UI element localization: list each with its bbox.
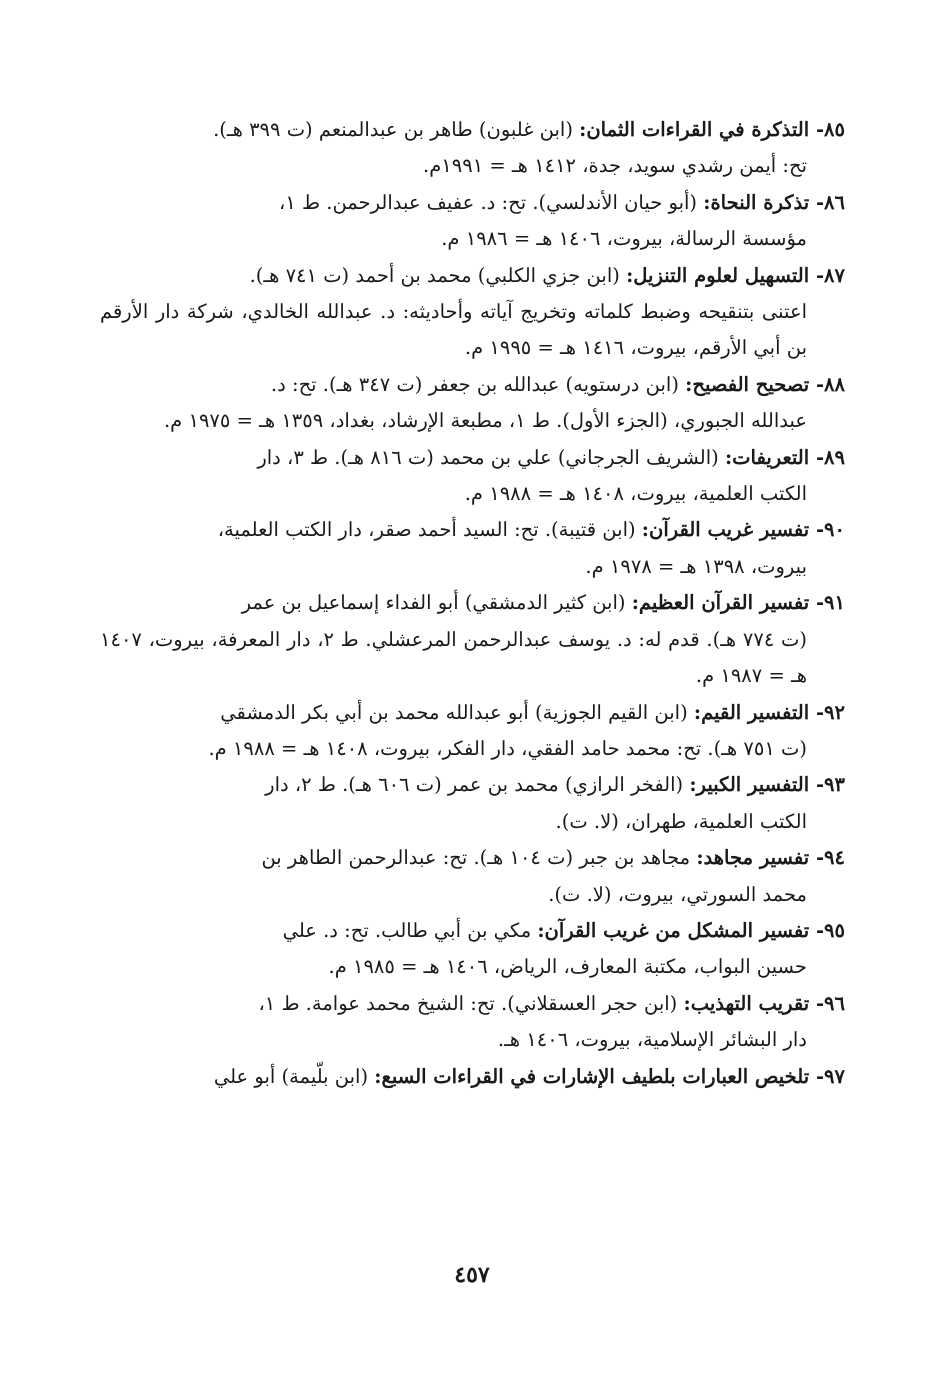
bibliography-entry-86 xyxy=(100,185,845,258)
bibliography-list xyxy=(100,112,845,1095)
bibliography-entry-89 xyxy=(100,440,845,513)
entry-number: ٨٦- xyxy=(815,190,845,214)
entry-number: ٩٧- xyxy=(815,1064,845,1088)
bibliography-entry-97 xyxy=(100,1059,845,1095)
entry-continuation: حسين البواب، مكتبة المعارف، الرياض، ١٤٠٦ هـ = ١٩٨٥ م. xyxy=(328,955,807,979)
entry-number: ٨٩- xyxy=(815,445,845,469)
bibliography-entry-91 xyxy=(100,585,845,694)
entry-continuation: مؤسسة الرسالة، بيروت، ١٤٠٦ هـ = ١٩٨٦ م. xyxy=(441,227,807,251)
entry-number: ٩١- xyxy=(815,591,845,615)
entry-title: تذكرة النحاة: xyxy=(703,190,810,214)
entry-continuation: تح: أيمن رشدي سويد، جدة، ١٤١٢ هـ = ١٩٩١م. xyxy=(423,154,807,178)
entry-text: (ابن بلّيمة) أبو علي xyxy=(213,1064,369,1088)
entry-title: تفسير غريب القرآن: xyxy=(641,518,810,542)
entry-number: ٩٦- xyxy=(815,991,845,1015)
entry-text: (ابن قتيبة). تح: السيد أحمد صقر، دار الكتب العلمية، xyxy=(217,518,636,542)
entry-title: تلخيص العبارات بلطيف الإشارات في القراءات السبع: xyxy=(374,1064,810,1088)
entry-number: ٨٨- xyxy=(815,372,845,396)
entry-title: التسهيل لعلوم التنزيل: xyxy=(626,263,810,287)
entry-title: التفسير القيم: xyxy=(693,700,810,724)
entry-continuation: محمد السورتي، بيروت، (لا. ت). xyxy=(548,882,807,906)
entry-text: مجاهد بن جبر (ت ١٠٤ هـ). تح: عبدالرحمن الطاهر بن xyxy=(261,846,691,870)
entry-title: تفسير مجاهد: xyxy=(696,846,810,870)
entry-text: (ابن درستويه) عبدالله بن جعفر (ت ٣٤٧ هـ). تح: د. xyxy=(270,372,679,396)
entry-text: (ابن غلبون) طاهر بن عبدالمنعم (ت ٣٩٩ هـ). xyxy=(213,118,573,141)
page-number: ٤٥٧ xyxy=(454,1262,490,1288)
entry-continuation: الكتب العلمية، بيروت، ١٤٠٨ هـ = ١٩٨٨ م. xyxy=(464,482,807,506)
bibliography-entry-93 xyxy=(100,767,845,840)
entry-title: التذكرة في القراءات الثمان: xyxy=(579,118,810,141)
entry-title: تفسير القرآن العظيم: xyxy=(631,591,810,615)
entry-number: ٩٥- xyxy=(815,918,845,942)
bibliography-entry-87 xyxy=(100,258,845,367)
entry-text: (الفخر الرازي) محمد بن عمر (ت ٦٠٦ هـ). ط ٢، دار xyxy=(265,773,684,797)
entry-title: تقريب التهذيب: xyxy=(683,991,810,1015)
entry-title: التفسير الكبير: xyxy=(689,773,810,797)
entry-number: ٩٢- xyxy=(815,700,845,724)
entry-continuation: (ت ٧٥١ هـ). تح: محمد حامد الفقي، دار الفكر، بيروت، ١٤٠٨ هـ = ١٩٨٨ م. xyxy=(208,736,807,760)
entry-title: التعريفات: xyxy=(724,445,810,469)
bibliography-entry-96 xyxy=(100,986,845,1059)
bibliography-entry-94 xyxy=(100,840,845,913)
entry-number: ٩٠- xyxy=(815,518,845,542)
bibliography-entry-95 xyxy=(100,913,845,986)
entry-continuation: دار البشائر الإسلامية، بيروت، ١٤٠٦ هـ. xyxy=(497,1028,807,1052)
bibliography-entry-85 xyxy=(100,112,845,185)
bibliography-entry-92 xyxy=(100,695,845,768)
bibliography-entry-90 xyxy=(100,512,845,585)
entry-number: ٨٧- xyxy=(815,263,845,287)
entry-text: (ابن حجر العسقلاني). تح: الشيخ محمد عوامة. ط ١، xyxy=(258,991,678,1015)
entry-title: تصحيح الفصيح: xyxy=(685,372,810,396)
entry-text: (الشريف الجرجاني) علي بن محمد (ت ٨١٦ هـ). ط ٣، دار xyxy=(257,445,719,469)
entry-title: تفسير المشكل من غريب القرآن: xyxy=(537,918,810,942)
entry-number: ٨٥- xyxy=(815,118,845,141)
entry-number: ٩٣- xyxy=(815,773,845,797)
entry-text: (ابن كثير الدمشقي) أبو الفداء إسماعيل بن عمر xyxy=(241,591,626,615)
entry-continuation: عبدالله الجبوري، (الجزء الأول). ط ١، مطبعة الإرشاد، بغداد، ١٣٥٩ هـ = ١٩٧٥ م. xyxy=(163,409,807,433)
entry-text: (ابن القيم الجوزية) أبو عبدالله محمد بن أبي بكر الدمشقي xyxy=(220,700,688,724)
entry-continuation: اعتنى بتنقيحه وضبط كلماته وتخريج آياته وأحاديثه: د. عبدالله الخالدي، شركة دار الأرقم بن أبي الأرقم، بيروت، ١٤١٦ هـ = ١٩٩٥ م. xyxy=(100,300,807,360)
entry-number: ٩٤- xyxy=(815,846,845,870)
entry-text: مكي بن أبي طالب. تح: د. علي xyxy=(282,918,532,942)
bibliography-entry-88 xyxy=(100,367,845,440)
entry-continuation: بيروت، ١٣٩٨ هـ = ١٩٧٨ م. xyxy=(585,554,807,578)
entry-text: (أبو حيان الأندلسي). تح: د. عفيف عبدالرحمن. ط ١، xyxy=(279,190,698,214)
entry-text: (ابن جزي الكلبي) محمد بن أحمد (ت ٧٤١ هـ). xyxy=(249,263,620,287)
entry-continuation: (ت ٧٧٤ هـ). قدم له: د. يوسف عبدالرحمن المرعشلي. ط ٢، دار المعرفة، بيروت، ١٤٠٧ هـ = ١٩٨٧ م. xyxy=(100,627,807,688)
entry-continuation: الكتب العلمية، طهران، (لا. ت). xyxy=(555,809,807,833)
